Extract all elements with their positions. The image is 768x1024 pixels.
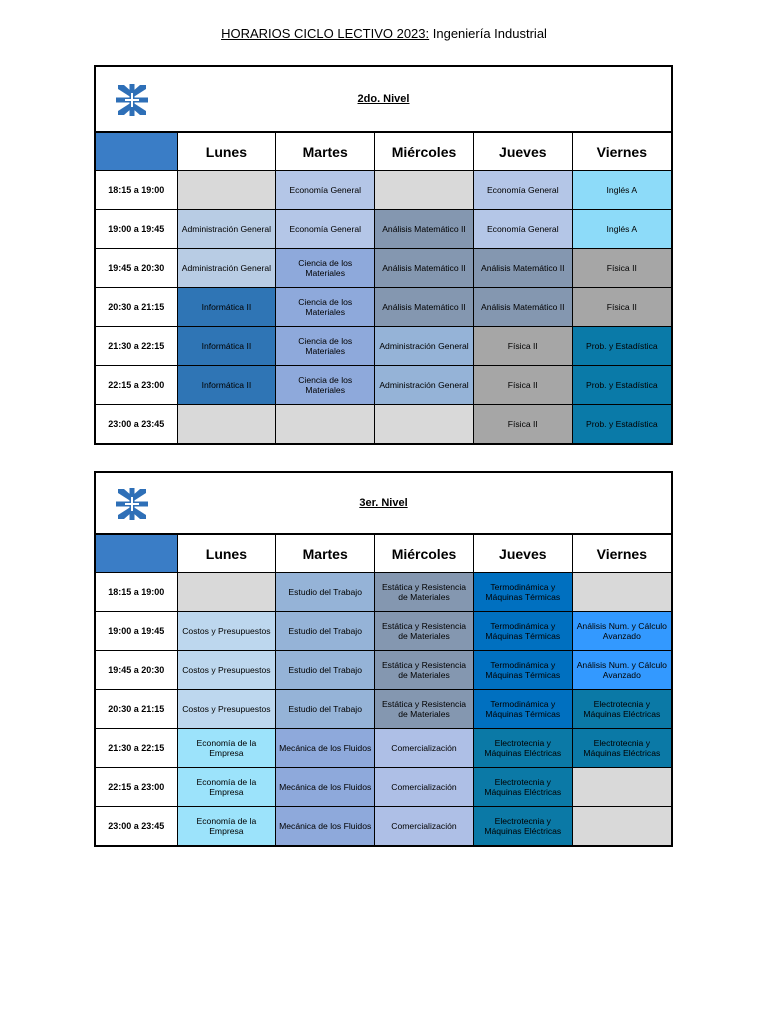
day-header-miercoles: Miércoles bbox=[375, 133, 474, 171]
schedule-3er-nivel bbox=[94, 471, 673, 847]
empty-cell bbox=[572, 807, 671, 846]
class-cell: Mecánica de los Fluidos bbox=[276, 768, 375, 807]
time-slot: 21:30 a 22:15 bbox=[96, 327, 177, 366]
level-title: 2do. Nivel bbox=[357, 93, 410, 105]
class-cell: Física II bbox=[473, 405, 572, 444]
schedule-row bbox=[96, 249, 671, 288]
days-header-row bbox=[96, 133, 671, 171]
class-cell: Ciencia de los Materiales bbox=[276, 249, 375, 288]
time-slot: 23:00 a 23:45 bbox=[96, 807, 177, 846]
schedule-row bbox=[96, 327, 671, 366]
class-cell: Comercialización bbox=[375, 729, 474, 768]
class-cell: Electrotecnia y Máquinas Eléctricas bbox=[473, 807, 572, 846]
page-title-main: HORARIOS CICLO LECTIVO 2023: bbox=[221, 26, 430, 41]
class-cell: Termodinámica y Máquinas Térmicas bbox=[473, 573, 572, 612]
class-cell: Economía General bbox=[473, 171, 572, 210]
class-cell: Economía de la Empresa bbox=[177, 807, 276, 846]
empty-cell bbox=[572, 573, 671, 612]
class-cell: Mecánica de los Fluidos bbox=[276, 729, 375, 768]
time-slot: 19:00 a 19:45 bbox=[96, 210, 177, 249]
class-cell: Estudio del Trabajo bbox=[276, 690, 375, 729]
day-header-jueves: Jueves bbox=[473, 535, 572, 573]
day-header-martes: Martes bbox=[276, 535, 375, 573]
class-cell: Termodinámica y Máquinas Térmicas bbox=[473, 612, 572, 651]
class-cell: Prob. y Estadística bbox=[572, 366, 671, 405]
schedule-row bbox=[96, 288, 671, 327]
day-header-martes: Martes bbox=[276, 133, 375, 171]
schedule-row bbox=[96, 690, 671, 729]
class-cell: Estudio del Trabajo bbox=[276, 612, 375, 651]
class-cell: Economía de la Empresa bbox=[177, 729, 276, 768]
class-cell: Inglés A bbox=[572, 210, 671, 249]
class-cell: Física II bbox=[473, 366, 572, 405]
class-cell: Prob. y Estadística bbox=[572, 327, 671, 366]
time-slot: 23:00 a 23:45 bbox=[96, 405, 177, 444]
schedule-row bbox=[96, 210, 671, 249]
class-cell: Análisis Matemático II bbox=[375, 249, 474, 288]
class-cell: Economía de la Empresa bbox=[177, 768, 276, 807]
time-slot: 21:30 a 22:15 bbox=[96, 729, 177, 768]
schedule-row bbox=[96, 768, 671, 807]
class-cell: Electrotecnia y Máquinas Eléctricas bbox=[473, 768, 572, 807]
day-header-jueves: Jueves bbox=[473, 133, 572, 171]
class-cell: Prob. y Estadística bbox=[572, 405, 671, 444]
class-cell: Termodinámica y Máquinas Térmicas bbox=[473, 690, 572, 729]
class-cell: Estática y Resistencia de Materiales bbox=[375, 651, 474, 690]
time-slot: 20:30 a 21:15 bbox=[96, 288, 177, 327]
class-cell: Análisis Matemático II bbox=[375, 288, 474, 327]
level-title: 3er. Nivel bbox=[359, 497, 408, 509]
class-cell: Física II bbox=[572, 288, 671, 327]
class-cell: Termodinámica y Máquinas Térmicas bbox=[473, 651, 572, 690]
class-cell: Economía General bbox=[276, 210, 375, 249]
class-cell: Costos y Presupuestos bbox=[177, 651, 276, 690]
class-cell: Informática II bbox=[177, 288, 276, 327]
class-cell: Administración General bbox=[177, 210, 276, 249]
class-cell: Administración General bbox=[375, 327, 474, 366]
class-cell: Física II bbox=[473, 327, 572, 366]
time-slot: 22:15 a 23:00 bbox=[96, 768, 177, 807]
corner-cell bbox=[96, 535, 177, 573]
class-cell: Estática y Resistencia de Materiales bbox=[375, 690, 474, 729]
class-cell: Análisis Num. y Cálculo Avanzado bbox=[572, 612, 671, 651]
empty-cell bbox=[375, 405, 474, 444]
schedule-row bbox=[96, 573, 671, 612]
page-title bbox=[0, 26, 768, 41]
time-slot: 22:15 a 23:00 bbox=[96, 366, 177, 405]
empty-cell bbox=[572, 768, 671, 807]
empty-cell bbox=[177, 573, 276, 612]
class-cell: Informática II bbox=[177, 327, 276, 366]
page-title-career: Ingeniería Industrial bbox=[429, 26, 547, 41]
schedule-table bbox=[96, 534, 671, 845]
corner-cell bbox=[96, 133, 177, 171]
class-cell: Economía General bbox=[473, 210, 572, 249]
schedule-row bbox=[96, 807, 671, 846]
class-cell: Mecánica de los Fluidos bbox=[276, 807, 375, 846]
class-cell: Análisis Matemático II bbox=[473, 249, 572, 288]
class-cell: Inglés A bbox=[572, 171, 671, 210]
schedule-table bbox=[96, 132, 671, 443]
time-slot: 19:45 a 20:30 bbox=[96, 651, 177, 690]
empty-cell bbox=[177, 405, 276, 444]
class-cell: Estudio del Trabajo bbox=[276, 573, 375, 612]
schedule-row bbox=[96, 612, 671, 651]
class-cell: Administración General bbox=[177, 249, 276, 288]
schedule-row bbox=[96, 366, 671, 405]
class-cell: Estática y Resistencia de Materiales bbox=[375, 573, 474, 612]
time-slot: 19:00 a 19:45 bbox=[96, 612, 177, 651]
class-cell: Informática II bbox=[177, 366, 276, 405]
schedule-2do-nivel bbox=[94, 65, 673, 445]
class-cell: Comercialización bbox=[375, 768, 474, 807]
class-cell: Electrotecnia y Máquinas Eléctricas bbox=[572, 690, 671, 729]
time-slot: 20:30 a 21:15 bbox=[96, 690, 177, 729]
empty-cell bbox=[375, 171, 474, 210]
class-cell: Ciencia de los Materiales bbox=[276, 366, 375, 405]
day-header-lunes: Lunes bbox=[177, 133, 276, 171]
schedule-row bbox=[96, 171, 671, 210]
day-header-viernes: Viernes bbox=[572, 133, 671, 171]
class-cell: Electrotecnia y Máquinas Eléctricas bbox=[473, 729, 572, 768]
empty-cell bbox=[276, 405, 375, 444]
class-cell: Análisis Matemático II bbox=[473, 288, 572, 327]
class-cell: Electrotecnia y Máquinas Eléctricas bbox=[572, 729, 671, 768]
class-cell: Costos y Presupuestos bbox=[177, 690, 276, 729]
schedule-row bbox=[96, 651, 671, 690]
class-cell: Análisis Matemático II bbox=[375, 210, 474, 249]
schedule-row bbox=[96, 729, 671, 768]
class-cell: Física II bbox=[572, 249, 671, 288]
class-cell: Ciencia de los Materiales bbox=[276, 327, 375, 366]
days-header-row bbox=[96, 535, 671, 573]
class-cell: Estática y Resistencia de Materiales bbox=[375, 612, 474, 651]
time-slot: 18:15 a 19:00 bbox=[96, 171, 177, 210]
schedule-row bbox=[96, 405, 671, 444]
class-cell: Economía General bbox=[276, 171, 375, 210]
schedule-header bbox=[96, 67, 671, 132]
day-header-miercoles: Miércoles bbox=[375, 535, 474, 573]
class-cell: Estudio del Trabajo bbox=[276, 651, 375, 690]
class-cell: Administración General bbox=[375, 366, 474, 405]
time-slot: 19:45 a 20:30 bbox=[96, 249, 177, 288]
class-cell: Costos y Presupuestos bbox=[177, 612, 276, 651]
class-cell: Análisis Num. y Cálculo Avanzado bbox=[572, 651, 671, 690]
schedule-header bbox=[96, 473, 671, 534]
time-slot: 18:15 a 19:00 bbox=[96, 573, 177, 612]
empty-cell bbox=[177, 171, 276, 210]
day-header-viernes: Viernes bbox=[572, 535, 671, 573]
class-cell: Ciencia de los Materiales bbox=[276, 288, 375, 327]
day-header-lunes: Lunes bbox=[177, 535, 276, 573]
class-cell: Comercialización bbox=[375, 807, 474, 846]
